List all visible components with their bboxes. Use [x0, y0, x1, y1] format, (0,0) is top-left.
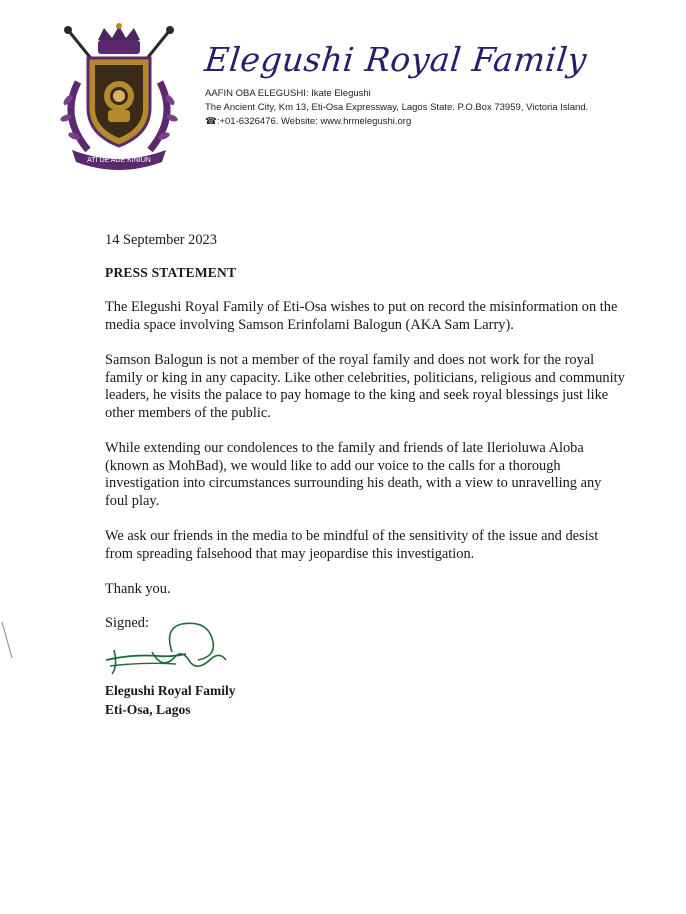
palace-address: AAFIN OBA ELEGUSHI: Ikate Elegushi	[205, 88, 371, 99]
signed-label: Signed:	[105, 614, 149, 631]
street-address: The Ancient City, Km 13, Eti-Osa Expressway, Lagos State. P.O.Box 73959, Victoria Island.	[205, 102, 589, 113]
royal-crest-logo	[48, 22, 190, 170]
letterhead	[202, 40, 675, 129]
handwritten-signature	[102, 618, 232, 680]
closing: Thank you.	[105, 581, 171, 597]
contact-line: ☎:+01-6326476. Website: www.hrmelegushi.org	[205, 116, 412, 127]
scan-margin-mark	[0, 620, 14, 660]
signatory-location: Eti-Osa, Lagos	[105, 702, 191, 717]
paragraph: While extending our condolences to the family and friends of late Ilerioluwa Aloba (known as MohBad), we would like to add our voice to the calls for a thorough investigation into circumstances surrounding his death, with a view to unravelling any foul play.	[105, 440, 602, 509]
signature-block	[105, 681, 236, 719]
crest-motto: ATI DE ADE KINIUN	[87, 157, 151, 164]
letter-body	[105, 232, 625, 632]
paragraph: The Elegushi Royal Family of Eti-Osa wishes to put on record the misinformation on the media space involving Samson Erinfolami Balogun (AKA Sam Larry).	[105, 299, 618, 333]
letter-heading: PRESS STATEMENT	[105, 264, 237, 280]
org-name-logotype: Elegushi Royal Family	[202, 40, 589, 79]
paragraph: We ask our friends in the media to be mindful of the sensitivity of the issue and desist from spreading falsehood that may jeopardise this investigation.	[105, 528, 599, 562]
signatory-name: Elegushi Royal Family	[105, 683, 236, 698]
paragraph: Samson Balogun is not a member of the royal family and does not work for the royal family or king in any capacity. Like other celebrities, politicians, religious and community leaders, he visits the palace to pay homage to the king and seek royal blessings just like other members of the public.	[105, 352, 625, 421]
letter-date: 14 September 2023	[105, 232, 217, 248]
